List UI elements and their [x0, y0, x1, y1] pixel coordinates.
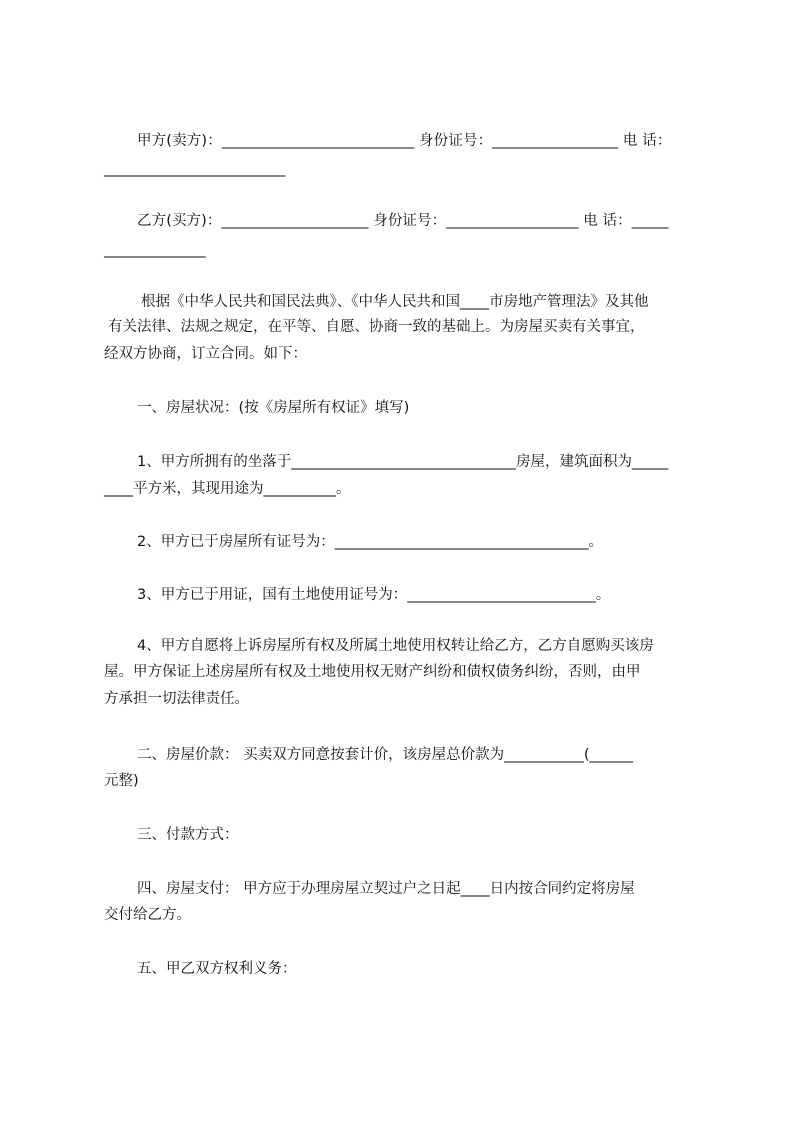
party-b-phone-blank: ______________: [104, 242, 206, 258]
section-1-item-4-line-2: 屋。甲方保证上述房屋所有权及土地使用权无财产纠纷和债权债务纠纷，否则，由甲: [104, 664, 641, 680]
section-3-title: 三、付款方式：: [137, 827, 239, 843]
party-a-line: 甲方(卖方)：__________________________ 身份证号：_________________ 电 话：: [137, 133, 672, 149]
section-1-item-4-line-1: 4、甲方自愿将上诉房屋所有权及所属土地使用权转让给乙方，乙方自愿购买该房: [137, 638, 654, 654]
section-2-line-2: 元整): [104, 773, 139, 789]
section-5-title: 五、甲乙双方权利义务：: [137, 961, 297, 977]
section-1-item-1-line-2: ____平方米，其现用途为__________。: [104, 481, 351, 497]
preamble-line-1: 根据《中华人民共和国民法典》、《中华人民共和国____市房地产管理法》及其他: [141, 294, 649, 310]
section-1-title: 一、房屋状况：(按《房屋所有权证》填写): [137, 400, 410, 416]
preamble-line-3: 经双方协商，订立合同。如下：: [104, 346, 307, 362]
section-1-item-3: 3、甲方已于用证，国有土地使用证号为：__________________________。: [137, 587, 611, 603]
preamble-line-2: 有关法律、法规之规定，在平等、自愿、协商一致的基础上。为房屋买卖有关事宜，: [108, 319, 645, 335]
party-b-line: 乙方(买方)：____________________ 身份证号：__________________ 电 话：_____: [137, 213, 669, 229]
section-1-item-4-line-3: 方承担一切法律责任。: [104, 691, 249, 707]
party-a-phone-blank: _________________________: [104, 161, 286, 177]
section-4-line-1: 四、房屋支付： 甲方应于办理房屋立契过户之日起____日内按合同约定将房屋: [137, 881, 635, 897]
section-2-line-1: 二、房屋价款： 买卖双方同意按套计价，该房屋总价款为___________(______: [137, 747, 634, 763]
section-1-item-2: 2、甲方已于房屋所有证号为：___________________________________。: [137, 534, 603, 550]
section-1-item-1-line-1: 1、甲方所拥有的坐落于_______________________________房屋，建筑面积为_____: [137, 454, 669, 470]
section-4-line-2: 交付给乙方。: [104, 907, 191, 923]
